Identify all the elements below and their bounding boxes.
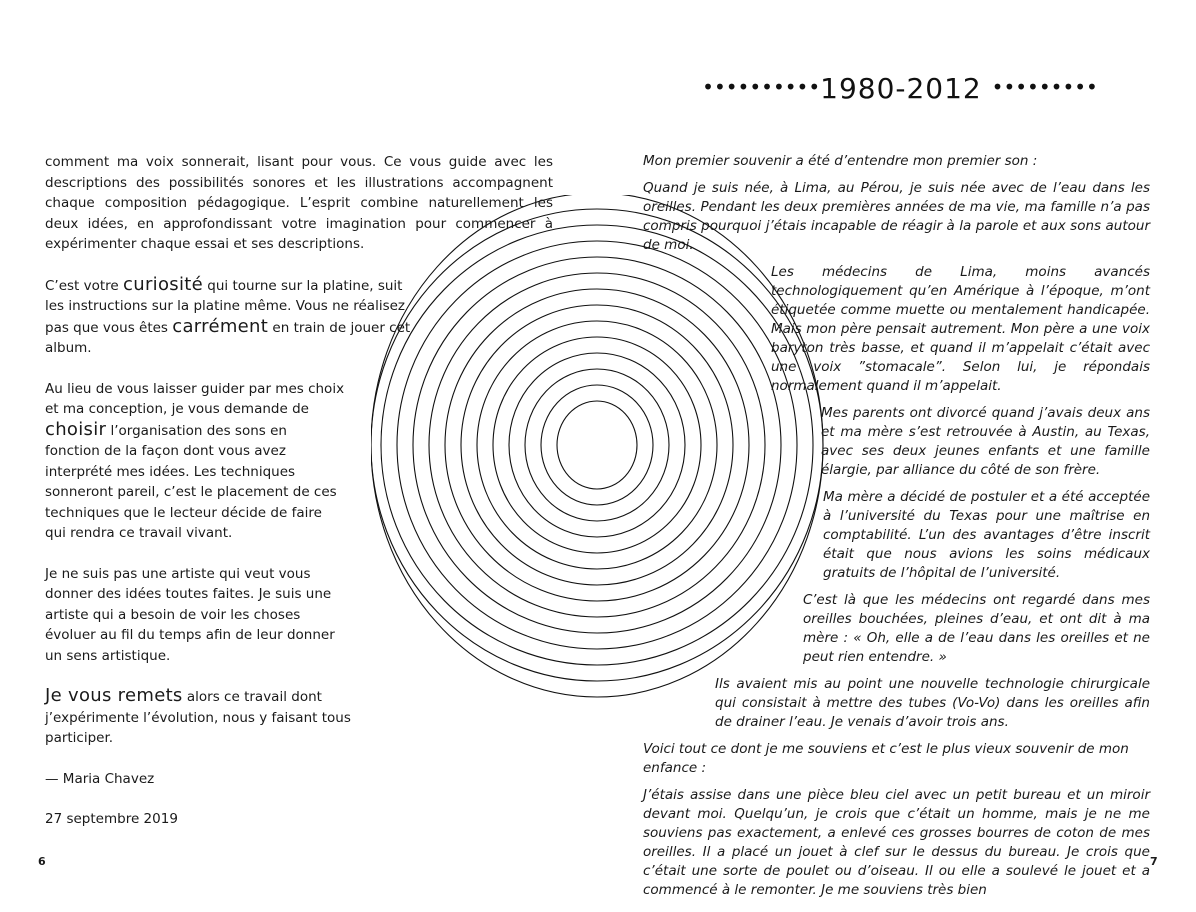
page-number-right: 7 — [1150, 855, 1158, 868]
right-paragraph-2: Quand je suis née, à Lima, au Pérou, je suis née avec de l’eau dans les oreilles. Pendant les deux premières années de ma vie, ma famille n’a pas compris pourquoi j’étais incapable de réagir à la parole et aux sons autour de moi. — [643, 180, 1150, 253]
left-paragraph-2: C’est votre curiosité qui tourne sur la platine, suit les instructions sur la platine même. Vous ne réalisez pas que vous êtes carrément en train de jouer cet album. — [45, 273, 411, 356]
left-paragraph-1: comment ma voix sonnerait, lisant pour vous. Ce vous guide avec les descriptions des possibilités sonores et les illustrations accompagnent chaque composition pédagogique. L’esprit combine naturellement les deux idées, en approfondissant votre imagination pour commencer à expérimenter chaque essai et ses descriptions. — [45, 154, 553, 252]
right-paragraph-1: Mon premier souvenir a été d’entendre mon premier son : — [643, 153, 1038, 169]
page-header — [700, 72, 1100, 105]
right-paragraph-9: J’étais assise dans une pièce bleu ciel avec un petit bureau et un miroir devant moi. Quelqu’un, je crois que c’était un homme, mais je ne me souviens pas exactement, a enlevé ces grosses bourres de coton de mes oreilles. Il a placé un jouet à clef sur le dessus du bureau. Je crois que c’était une sorte de poulet ou d’oiseau. Il ou elle a soulevé le jouet et a commencé à le remonter. Je me souviens très bien — [643, 787, 1150, 898]
header-title: 1980-2012 — [820, 72, 982, 105]
left-paragraph-3: Au lieu de vous laisser guider par mes choix et ma conception, je vous demande de choisir l’organisation des sons en fonction de la façon dont vous avez interprété mes idées. Les techniques sonneront pareil, c’est le placement de ces techniques que le lecteur décide de faire qui rendra ce travail vivant. — [45, 380, 345, 541]
right-paragraph-8: Voici tout ce dont je me souviens et c’est le plus vieux souvenir de mon enfance : — [643, 741, 1129, 776]
date: 27 septembre 2019 — [45, 811, 178, 827]
right-paragraph-5: Ma mère a décidé de postuler et a été acceptée à l’université du Texas pour une maîtrise en comptabilité. L’un des avantages d’être inscrit était que nous avions les soins médicaux gratuits de l’hôpital de l’université. — [823, 489, 1150, 581]
header-dots-left: •••••••••• — [702, 75, 821, 99]
page-number-left: 6 — [38, 855, 46, 868]
circle-ring — [557, 401, 637, 489]
circle-ring — [541, 385, 653, 505]
header-dots-right: ••••••••• — [991, 75, 1098, 99]
right-column — [643, 152, 1150, 908]
right-paragraph-6: C’est là que les médecins ont regardé dans mes oreilles bouchées, pleines d’eau, et ont dit à ma mère : « Oh, elle a de l’eau dans les oreilles et ne peut rien entendre. » — [803, 592, 1150, 665]
right-paragraph-3: Les médecins de Lima, moins avancés technologiquement qu’en Amérique à l’époque, m’ont étiquetée comme muette ou mentalement handicapée. Mais mon père pensait autrement. Mon père a une voix baryton très basse, et quand il m’appelait c’était avec une voix ”stomacale”. Selon lui, je répondais normalement quand il m’appelait. — [771, 264, 1150, 394]
left-column — [45, 152, 553, 850]
left-paragraph-4: Je ne suis pas une artiste qui veut vous donner des idées toutes faites. Je suis une artiste qui a besoin de voir les choses évoluer au fil du temps afin de leur donner un sens artistique. — [45, 565, 335, 664]
right-paragraph-4: Mes parents ont divorcé quand j’avais deux ans et ma mère s’est retrouvée à Austin, au Texas, avec ses deux jeunes enfants et une famille élargie, par alliance du côté de son frère. — [821, 405, 1150, 478]
signature: — Maria Chavez — [45, 770, 155, 787]
left-paragraph-5: Je vous remets alors ce travail dont j’expérimente l’évolution, nous y faisant tous participer. — [45, 685, 351, 746]
right-paragraph-7: Ils avaient mis au point une nouvelle technologie chirurgicale qui consistait à mettre des tubes (Vo-Vo) dans les oreilles afin de drainer l’eau. Je venais d’avoir trois ans. — [715, 676, 1150, 730]
